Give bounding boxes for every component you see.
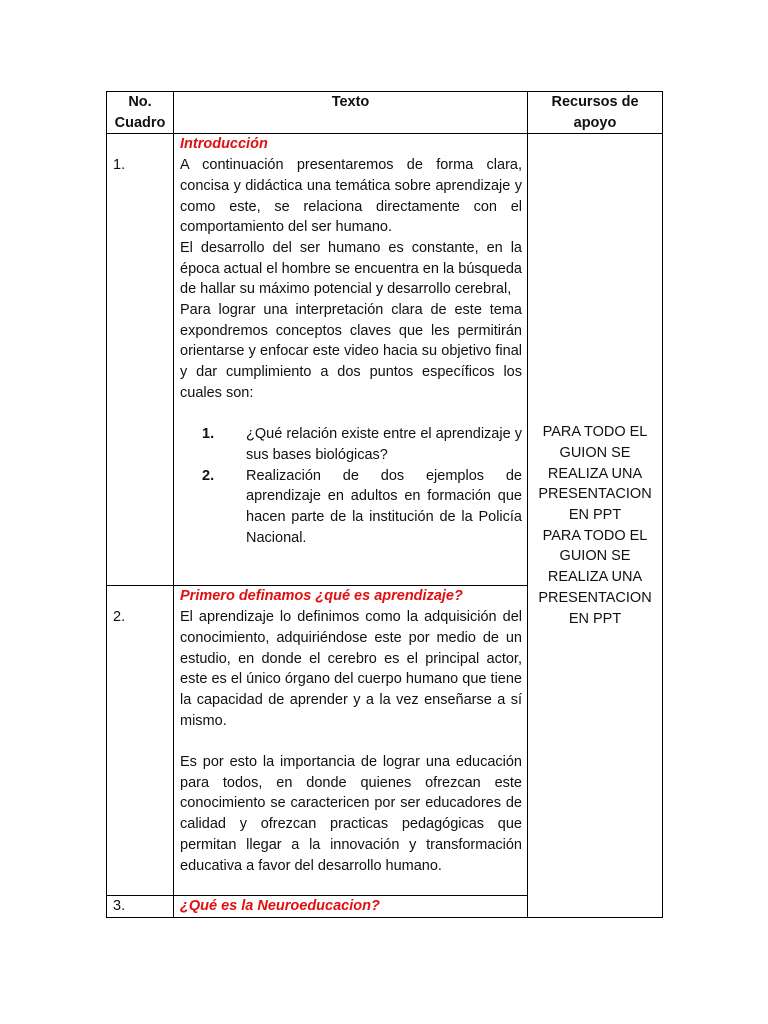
- list-item-text: ¿Qué relación existe entre el aprendizaje y sus bases biológicas?: [246, 426, 522, 463]
- objectives-list: [180, 424, 522, 548]
- list-item: [202, 466, 522, 549]
- script-table: [106, 91, 663, 918]
- header-resources: Recursos de apoyo: [528, 92, 663, 134]
- row-number: 3.: [113, 898, 126, 915]
- paragraph: El aprendizaje lo definimos como la adquisición del conocimiento, adquiriéndose este por medio de un estudio, en donde el cerebro es el principal actor, este es el único órgano del cuerpo humano que tiene la capacidad de aprender y a la vez enseñarse a sí mismo.: [180, 609, 522, 729]
- table-row: [107, 134, 663, 586]
- section-heading: Primero definamos ¿qué es aprendizaje?: [180, 588, 463, 605]
- row-number-cell: [107, 586, 174, 896]
- row-number: 2.: [113, 609, 126, 626]
- list-item-text: Realización de dos ejemplos de aprendizaje en adultos en formación que hacen parte de la institución de la Policía Nacional.: [246, 467, 522, 546]
- resources-note: PARA TODO EL GUION SE REALIZA UNA PRESENTACION EN PPT PARA TODO EL GUION SE REALIZA UNA PRESENTACION EN PPT: [538, 424, 652, 627]
- paragraph: Es por esto la importancia de lograr una educación para todos, en donde quienes ofrezcan este conocimiento se caractericen por ser educadores de calidad y ofrezcan practicas pedagógicas que permitan llegar a la innovación y transformación educativa a favor del desarrollo humano.: [180, 754, 522, 874]
- row-number-cell: [107, 134, 174, 586]
- section-heading: Introducción: [180, 136, 268, 153]
- paragraph: A continuación presentaremos de forma clara, concisa y didáctica una temática sobre aprendizaje y como este, se relaciona directamente con el comportamiento del ser humano.: [180, 157, 522, 236]
- list-item: [202, 424, 522, 465]
- row-text-cell: [174, 896, 528, 918]
- row-number-cell: [107, 896, 174, 918]
- header-text: Texto: [174, 92, 528, 134]
- header-row: [107, 92, 663, 134]
- row-text-cell: [174, 134, 528, 586]
- paragraph: Para lograr una interpretación clara de este tema expondremos conceptos claves que les permitirán orientarse y enfocar este video hacia su objetivo final y dar cumplimiento a dos puntos específicos los cuales son:: [180, 302, 522, 401]
- section-heading: ¿Qué es la Neuroeducacion?: [180, 898, 380, 915]
- list-item-number: 2.: [202, 467, 215, 484]
- resources-cell: [528, 134, 663, 918]
- header-number: No. Cuadro: [107, 92, 174, 134]
- paragraph: El desarrollo del ser humano es constante, en la época actual el hombre se encuentra en la búsqueda de hallar su máximo potencial y desarrollo cerebral,: [180, 239, 522, 298]
- list-item-number: 1.: [202, 426, 215, 443]
- row-number: 1.: [113, 157, 126, 174]
- row-text-cell: [174, 586, 528, 896]
